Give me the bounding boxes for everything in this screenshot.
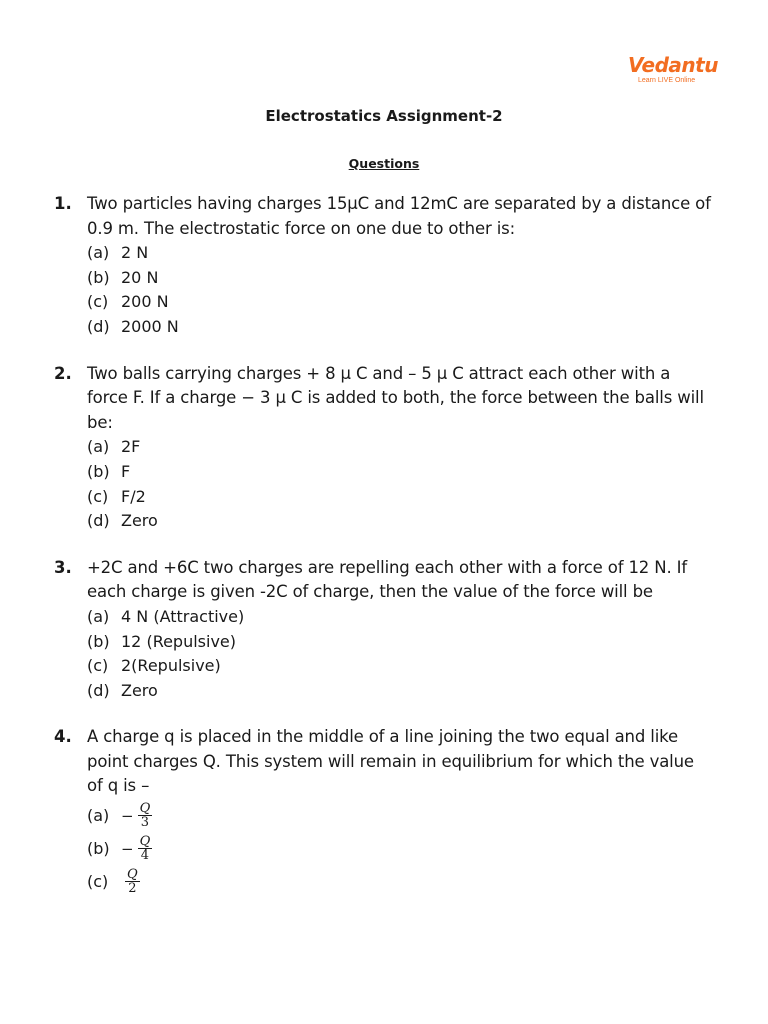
question-3 <box>54 556 714 704</box>
option-d <box>87 509 714 534</box>
option-text: F/2 <box>121 486 146 506</box>
minus-sign: − <box>121 806 134 825</box>
option-a <box>87 605 714 630</box>
option-d <box>87 679 714 704</box>
option-text: 4 N (Attractive) <box>121 606 245 626</box>
option-c <box>87 654 714 679</box>
option-label: (a) <box>87 437 110 457</box>
fraction-numerator: Q <box>139 834 151 850</box>
option-c <box>87 485 714 510</box>
question-2 <box>54 362 714 534</box>
question-number: 4. <box>54 727 72 747</box>
option-label: (c) <box>87 872 109 892</box>
question-number: 1. <box>54 194 72 213</box>
fraction <box>125 868 140 895</box>
logo-wordmark: Vedantu <box>628 53 718 77</box>
option-label: (b) <box>87 461 110 481</box>
option-label: (d) <box>87 680 110 700</box>
fraction-denominator: 3 <box>140 815 150 831</box>
question-number: 3. <box>54 557 72 577</box>
question-number: 2. <box>54 363 72 383</box>
option-text: 2000 N <box>121 316 179 336</box>
section-heading: Questions <box>348 156 420 171</box>
option-b <box>87 832 714 865</box>
fraction-numerator: Q <box>139 801 151 817</box>
option-a <box>87 435 714 460</box>
option-label: (a) <box>87 243 110 263</box>
fraction <box>138 835 153 862</box>
option-c <box>87 290 714 315</box>
option-label: (c) <box>87 656 109 676</box>
page-title: Electrostatics Assignment-2 <box>265 107 503 125</box>
option-d <box>87 315 714 340</box>
question-text: Two particles having charges 15μC and 12mC are separated by a distance of 0.9 m. The electrostatic force on one due to other is: <box>87 194 711 238</box>
question-1 <box>54 192 714 340</box>
option-label: (a) <box>87 606 110 626</box>
option-c <box>87 865 714 898</box>
option-label: (b) <box>87 631 110 651</box>
option-text: 20 N <box>121 267 159 287</box>
question-text: A charge q is placed in the middle of a line joining the two equal and like point charges Q. This system will remain in equilibrium for which the value of q is – <box>87 727 694 796</box>
option-a <box>87 241 714 266</box>
fraction <box>138 802 153 829</box>
option-text: 12 (Repulsive) <box>121 631 237 651</box>
question-4 <box>54 725 714 898</box>
question-text: +2C and +6C two charges are repelling each other with a force of 12 N. If each charge is given -2C of charge, then the value of the force will be <box>87 557 688 602</box>
option-label: (d) <box>87 316 110 336</box>
option-b <box>87 460 714 485</box>
option-text: 200 N <box>121 292 169 312</box>
option-text: 2 N <box>121 243 149 263</box>
question-text: Two balls carrying charges + 8 μ C and – 5 μ C attract each other with a force F. If a charge − 3 μ C is added to both, the force between the balls will be: <box>87 363 704 432</box>
option-text: 2F <box>121 437 141 457</box>
option-text: Zero <box>121 680 158 700</box>
option-label: (c) <box>87 486 109 506</box>
option-b <box>87 630 714 655</box>
option-text: 2(Repulsive) <box>121 656 221 676</box>
fraction-numerator: Q <box>127 867 138 883</box>
option-text: Zero <box>121 511 158 531</box>
question-list <box>54 192 714 920</box>
minus-sign: − <box>121 839 134 858</box>
vedantu-logo <box>628 53 718 85</box>
logo-tagline: Learn LIVE Online <box>638 77 696 84</box>
option-label: (b) <box>87 267 110 287</box>
option-label: (c) <box>87 292 109 312</box>
option-label: (a) <box>87 806 110 826</box>
fraction-denominator: 4 <box>140 848 150 864</box>
fraction-denominator: 2 <box>128 881 137 897</box>
option-b <box>87 266 714 291</box>
option-a <box>87 799 714 832</box>
option-label: (b) <box>87 839 110 859</box>
option-text: F <box>121 461 131 481</box>
option-label: (d) <box>87 511 110 531</box>
